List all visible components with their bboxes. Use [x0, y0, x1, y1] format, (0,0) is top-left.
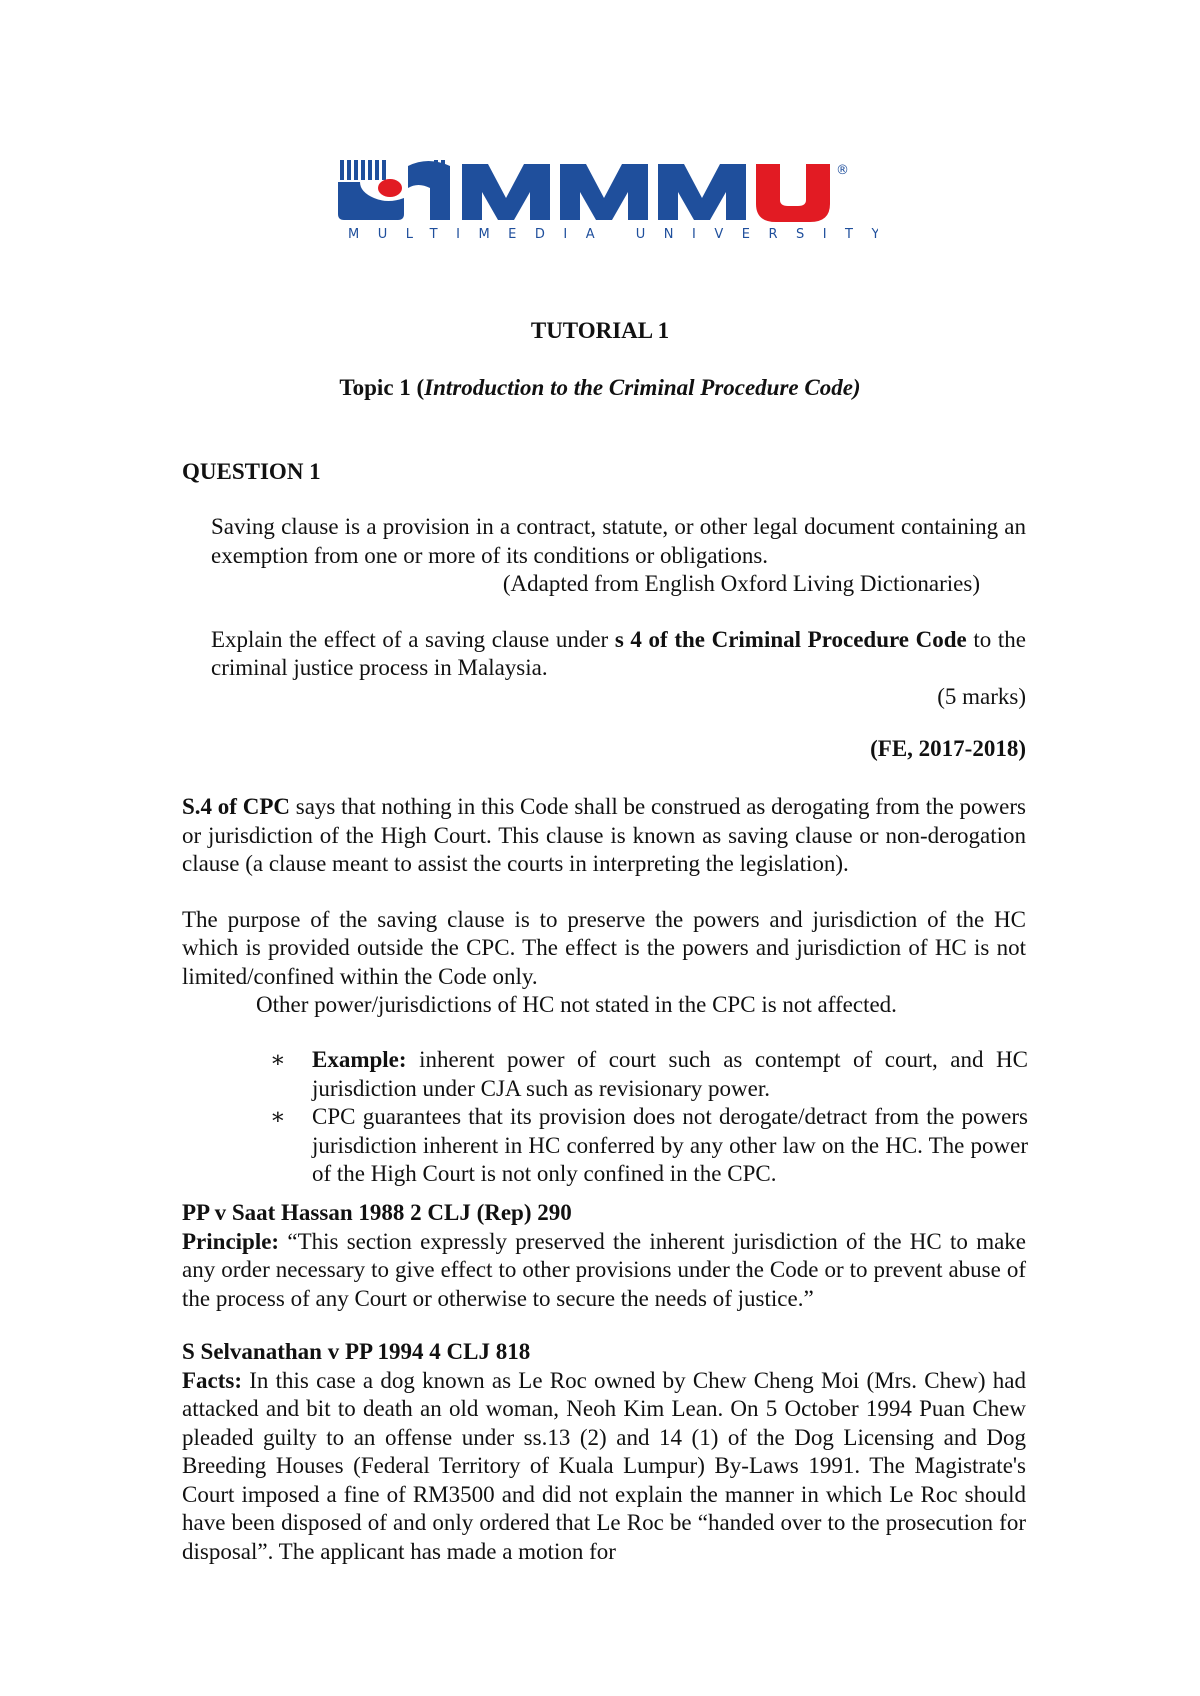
- prompt-end: to the criminal justice process in Malaysia.: [211, 626, 1026, 680]
- logo-letters: [462, 164, 746, 220]
- logo-subtitle: MULTIMEDIA UNIVERSITY: [348, 227, 878, 240]
- bullet-item: [270, 1103, 1028, 1189]
- definition-source: (Adapted from English Oxford Living Dictionaries): [502, 571, 980, 596]
- answer-paragraph-1: [182, 793, 1026, 879]
- answer-paragraph-3: Other power/jurisdictions of HC not stated in the CPC is not affected.: [256, 992, 897, 1017]
- marks: (5 marks): [937, 683, 1026, 709]
- case-2-name: S Selvanathan v PP 1994 4 CLJ 818: [182, 1339, 531, 1364]
- tutorial-title: TUTORIAL 1: [530, 318, 670, 343]
- logo-red-dot: [378, 179, 402, 197]
- definition-text: Saving clause is a provision in a contract, statute, or other legal document containing an exemption from one or more of its conditions or obligations.: [211, 514, 1026, 568]
- answer-body: [182, 793, 1026, 1020]
- case-2-label: Facts:: [182, 1367, 243, 1393]
- question-body: [211, 513, 1026, 764]
- case-2-facts: [182, 1367, 1026, 1567]
- bullet-star-icon: ∗: [270, 1047, 286, 1072]
- topic-line: [0, 375, 1200, 401]
- topic-prefix: Topic 1 (: [339, 375, 425, 400]
- bullet1-text: inherent power of court such as contempt of court, and HC jurisdiction under CJA such as revisionary power.: [312, 1047, 1028, 1101]
- bullet-item: [270, 1046, 1028, 1103]
- case-2: [182, 1338, 1026, 1566]
- case-1-name: PP v Saat Hassan 1988 2 CLJ (Rep) 290: [182, 1200, 572, 1225]
- case-1: [182, 1199, 1026, 1313]
- bullet1-bold: Example:: [312, 1047, 407, 1072]
- topic-italic: Introduction to the Criminal Procedure Code): [424, 375, 861, 400]
- answer-bullets: [270, 1046, 1028, 1189]
- question-heading: QUESTION 1: [182, 459, 321, 484]
- mmu-logo-graphic: [338, 158, 878, 240]
- bullet-star-icon: ∗: [270, 1104, 286, 1129]
- logo-letter-u: [756, 164, 830, 222]
- case-1-label: Principle:: [182, 1228, 280, 1254]
- answer-p1-bold: S.4 of CPC: [182, 794, 290, 819]
- case-1-text: “This section expressly preserved the inherent jurisdiction of the HC to make any order necessary to give effect to other provisions under the Code or to prevent abuse of the process of any Court or otherwise to secure the needs of justice.”: [182, 1228, 1026, 1311]
- case-2-text: In this case a dog known as Le Roc owned by Chew Cheng Moi (Mrs. Chew) had attacked and bit to death an old woman, Neoh Kim Lean. On 5 October 1994 Puan Chew pleaded guilty to an offense under ss.13 (2) and 14 (1) of the Dog Licensing and Dog Breeding Houses (Federal Territory of Kuala Lumpur) By-Laws 1991. The Magistrate's Court imposed a fine of RM3500 and did not explain the manner in which Le Roc should have been disposed of and only ordered that Le Roc be “handed over to the prosecution for disposal”. The applicant has made a motion for: [182, 1367, 1026, 1564]
- answer-paragraph-2: The purpose of the saving clause is to preserve the powers and jurisdiction of the HC which is provided outside the CPC. The effect is the powers and jurisdiction of HC is not limited/confined within the Code only.: [182, 906, 1026, 989]
- prompt-bold: s 4 of the Criminal Procedure Code: [614, 626, 967, 652]
- mmu-logo: [338, 158, 878, 240]
- bullet2-text: CPC guarantees that its provision does not derogate/detract from the powers jurisdiction inherent in HC conferred by any other law on the HC. The power of the High Court is not only confined in the CPC.: [312, 1104, 1028, 1186]
- case-1-principle: [182, 1228, 1026, 1314]
- exam-reference: (FE, 2017-2018): [870, 736, 1026, 761]
- question-prompt: [211, 626, 1026, 683]
- registered-mark: ®: [836, 163, 849, 178]
- prompt-start: Explain the effect of a saving clause under: [211, 626, 615, 652]
- answer-p1-text: says that nothing in this Code shall be construed as derogating from the powers or jurisdiction of the High Court. This clause is known as saving clause or non-derogation clause (a clause meant to assist the courts in interpreting the legislation).: [182, 794, 1026, 876]
